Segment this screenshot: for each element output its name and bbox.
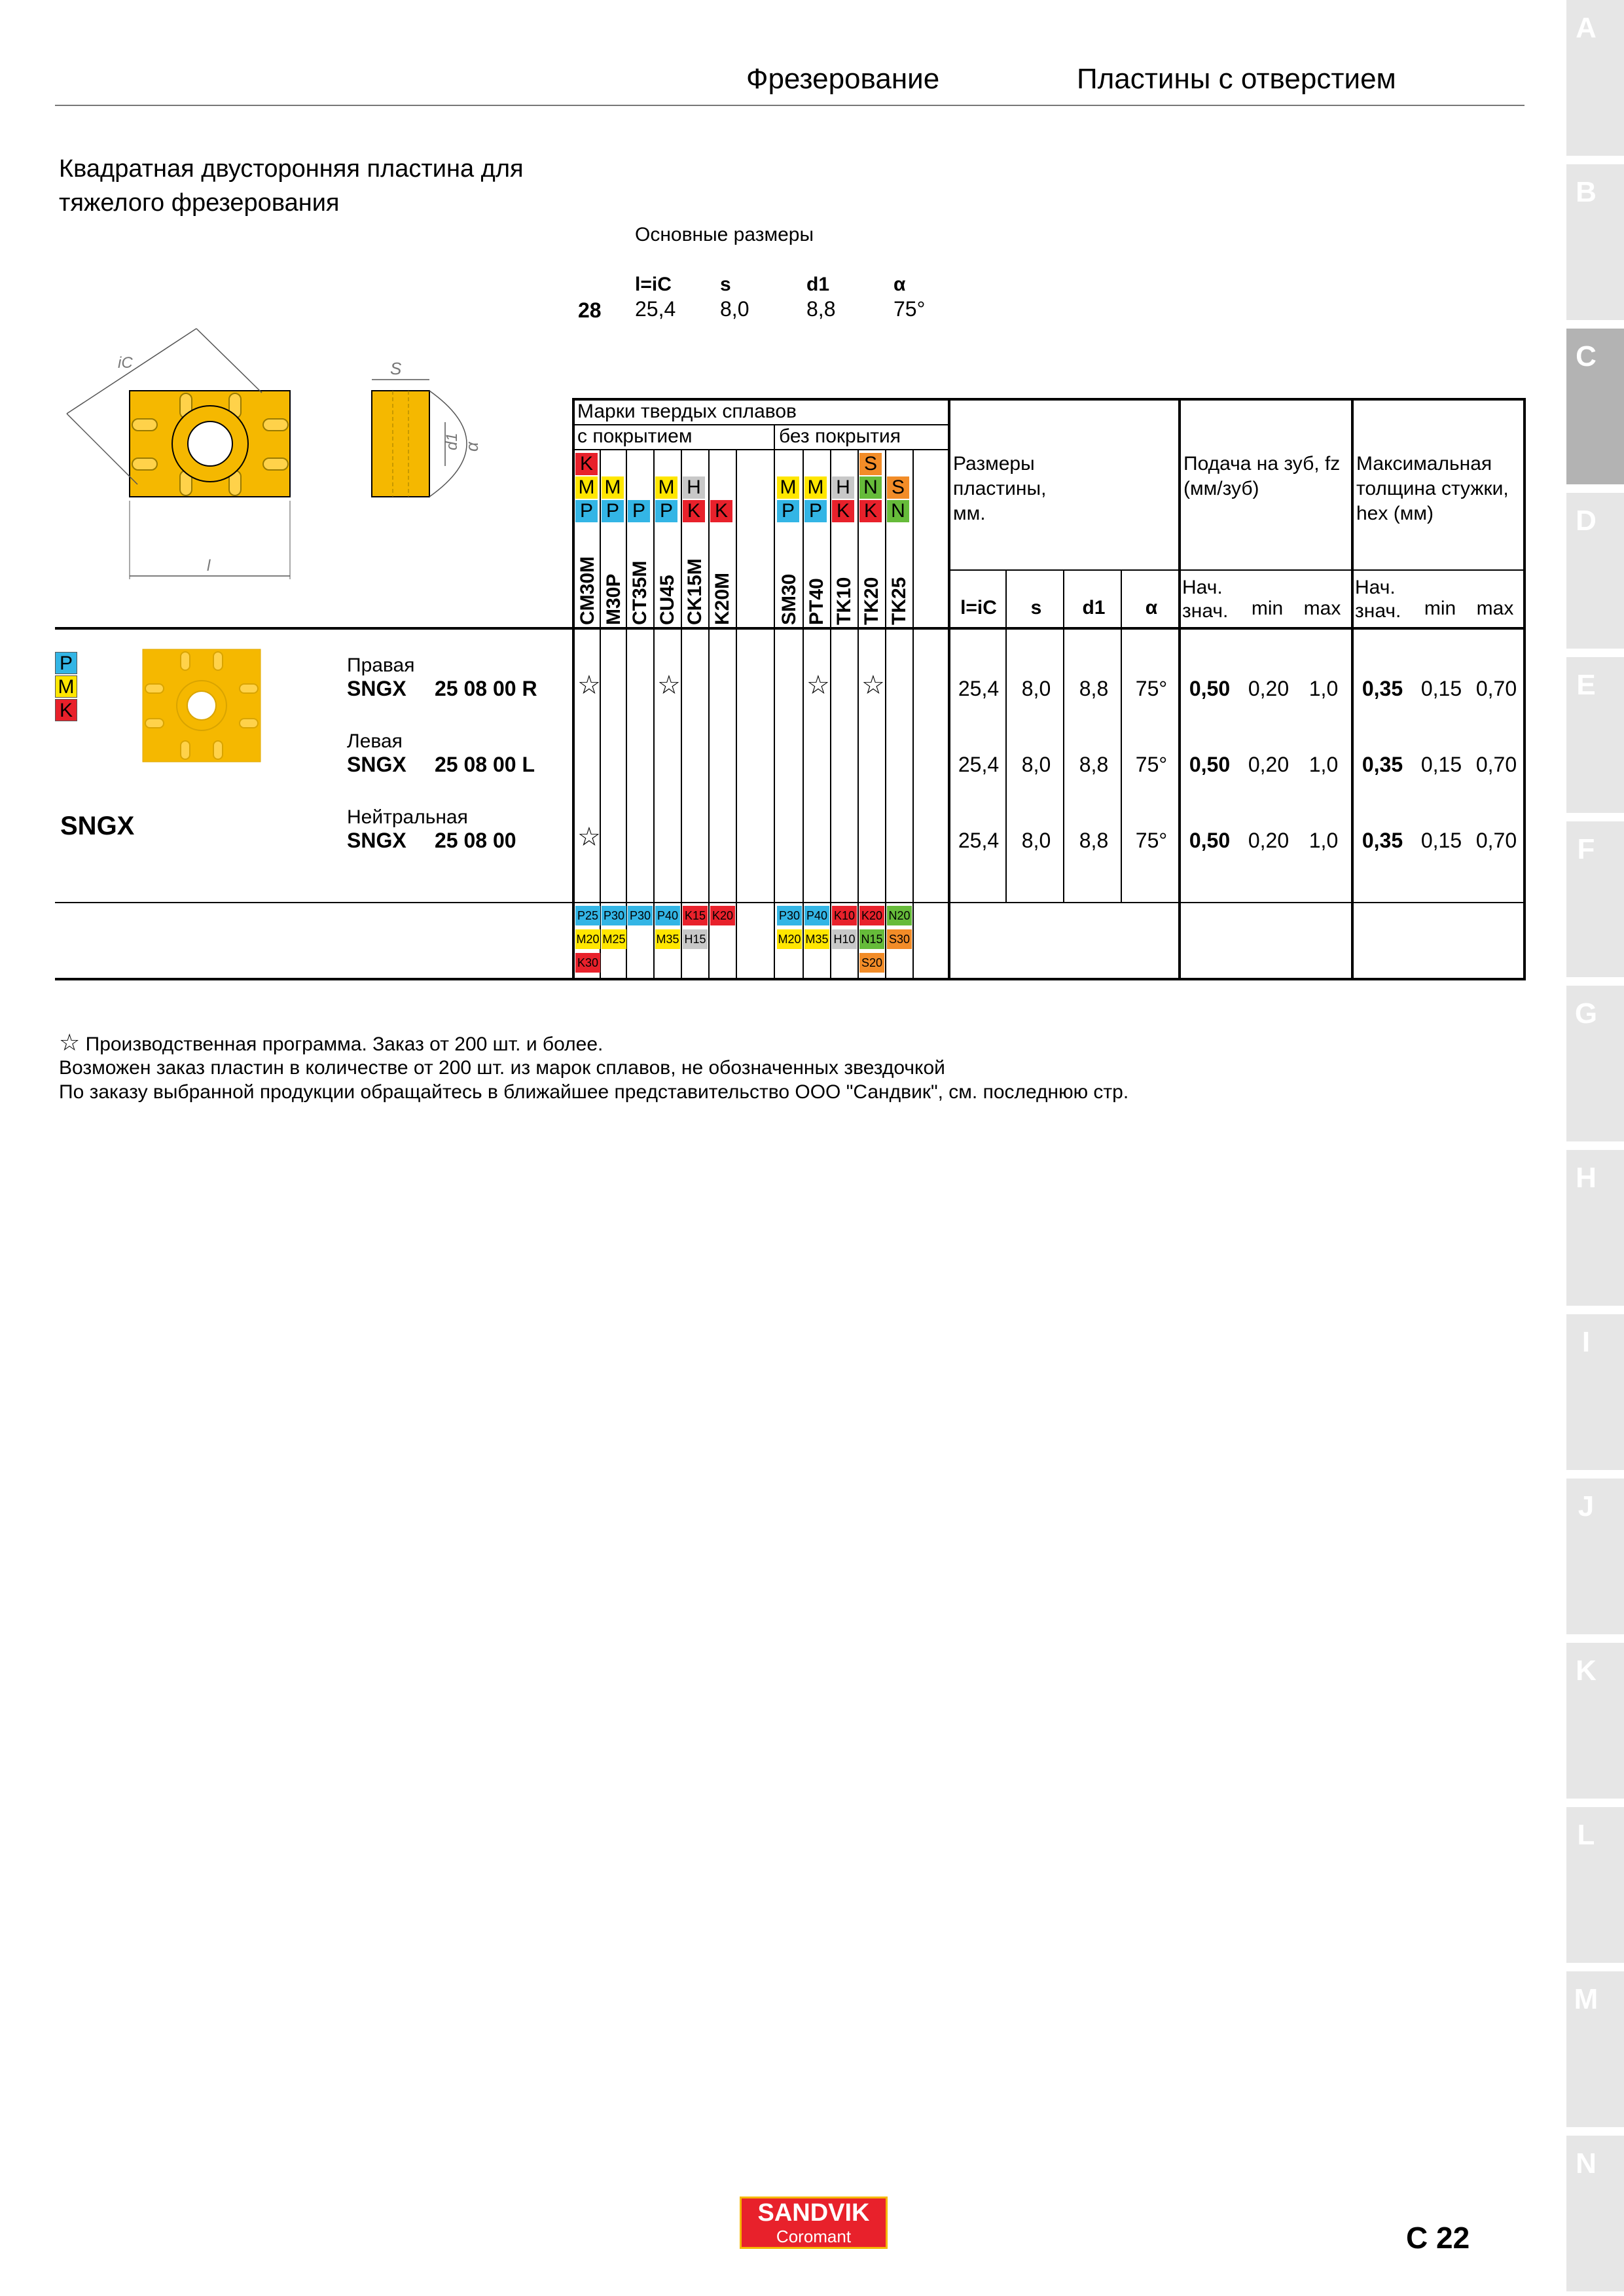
tab-a[interactable] bbox=[1566, 0, 1624, 156]
table-border bbox=[1121, 569, 1122, 902]
grade-name-k20m: K20M bbox=[712, 572, 733, 625]
tab-label: B bbox=[1576, 176, 1597, 208]
row-label: Нейтральная bbox=[347, 806, 468, 828]
tab-h[interactable] bbox=[1566, 1150, 1624, 1306]
table-border bbox=[736, 449, 737, 978]
dims-col-header: l=iC bbox=[960, 597, 997, 619]
tab-label: M bbox=[1574, 1983, 1598, 2015]
coated-range-chip: K20 bbox=[710, 906, 735, 925]
header-divider bbox=[55, 105, 1525, 106]
coated-range-chip: K15 bbox=[683, 906, 708, 925]
table-border bbox=[912, 449, 914, 978]
product-code: SNGX bbox=[60, 812, 135, 840]
row-label: Левая bbox=[347, 730, 403, 752]
star-icon: ☆ bbox=[861, 671, 885, 700]
grades-title: Марки твердых сплавов bbox=[577, 401, 797, 422]
tab-e[interactable] bbox=[1566, 657, 1624, 813]
row-dim-value: 8,0 bbox=[1021, 829, 1051, 852]
tab-label: H bbox=[1576, 1162, 1597, 1194]
coated-range-chip: P30 bbox=[628, 906, 653, 925]
tab-label: G bbox=[1574, 997, 1598, 1030]
tab-m[interactable] bbox=[1566, 1971, 1624, 2127]
coated-range-chip: M25 bbox=[602, 929, 626, 949]
tab-label: N bbox=[1576, 2147, 1597, 2179]
basic-dim-value: 25,4 bbox=[635, 297, 676, 321]
table-border bbox=[681, 449, 682, 978]
dims-title: Размеры пластины, мм. bbox=[953, 453, 1047, 524]
uncoated-range-chip: P30 bbox=[777, 906, 802, 925]
row-dim-value: 8,0 bbox=[1021, 677, 1051, 700]
row-size: 25 08 00 L bbox=[435, 753, 535, 776]
uncoated-range-chip: N15 bbox=[859, 929, 884, 949]
coated-iso-k: K bbox=[683, 500, 705, 522]
feed-col-header: min bbox=[1251, 598, 1284, 619]
note-star bbox=[59, 1029, 603, 1056]
tab-label: J bbox=[1578, 1490, 1595, 1522]
row-feed-value: 0,50 bbox=[1189, 753, 1231, 776]
row-chip-value: 0,70 bbox=[1475, 753, 1517, 776]
uncoated-range-chip: N20 bbox=[887, 906, 912, 925]
tab-j[interactable] bbox=[1566, 1479, 1624, 1634]
coated-iso-m: M bbox=[655, 476, 677, 499]
coated-range-chip: M35 bbox=[655, 929, 680, 949]
grade-name-ct35m: CT35M bbox=[629, 560, 651, 625]
tab-c[interactable] bbox=[1566, 329, 1624, 484]
chip-col-header: Нач. знач. bbox=[1355, 577, 1401, 622]
row-chip-value: 0,15 bbox=[1420, 753, 1462, 776]
coated-range-chip: P30 bbox=[602, 906, 626, 925]
table-border bbox=[653, 449, 655, 978]
star-icon: ☆ bbox=[806, 671, 830, 700]
uncoated-range-chip: S30 bbox=[887, 929, 912, 949]
uncoated-iso-n: N bbox=[859, 476, 882, 499]
feed-col-header: Нач. знач. bbox=[1182, 577, 1229, 622]
tab-f[interactable] bbox=[1566, 821, 1624, 977]
star-icon: ☆ bbox=[577, 823, 601, 852]
tab-label: E bbox=[1576, 669, 1596, 701]
uncoated-range-chip: M35 bbox=[804, 929, 829, 949]
basic-dim-size: 28 bbox=[578, 298, 602, 322]
coated-iso-m: M bbox=[575, 476, 598, 499]
table-border bbox=[885, 449, 886, 978]
coated-iso-p: P bbox=[655, 500, 677, 522]
row-feed-value: 0,20 bbox=[1248, 829, 1290, 852]
alpha-label: α bbox=[462, 442, 482, 452]
dims-col-header: α bbox=[1145, 597, 1158, 619]
tab-label: A bbox=[1576, 12, 1597, 44]
basic-dims-heading: Основные размеры bbox=[635, 224, 814, 245]
grade-name-cu45: CU45 bbox=[657, 575, 678, 625]
row-dim-value: 75° bbox=[1135, 829, 1168, 852]
table-border bbox=[55, 627, 1526, 630]
coated-range-chip: P25 bbox=[575, 906, 600, 925]
coated-range-chip: P40 bbox=[655, 906, 680, 925]
row-chip-value: 0,70 bbox=[1475, 829, 1517, 852]
star-icon: ☆ bbox=[577, 671, 601, 700]
tab-n[interactable] bbox=[1566, 2136, 1624, 2291]
row-chip-value: 0,35 bbox=[1362, 753, 1403, 776]
basic-dim-header: s bbox=[720, 274, 731, 295]
d1-label: d1 bbox=[443, 433, 461, 450]
table-border bbox=[830, 449, 831, 978]
row-dim-value: 75° bbox=[1135, 753, 1168, 776]
grade-name-tk20: TK20 bbox=[861, 577, 882, 625]
row-code: SNGX bbox=[347, 753, 406, 776]
s-label: S bbox=[390, 359, 402, 378]
uncoated-iso-k: K bbox=[832, 500, 854, 522]
tab-l[interactable] bbox=[1566, 1807, 1624, 1963]
basic-dim-value: 8,8 bbox=[806, 297, 836, 321]
row-feed-value: 1,0 bbox=[1308, 677, 1339, 700]
grade-name-pt40: PT40 bbox=[806, 578, 827, 625]
coated-iso-p: P bbox=[628, 500, 650, 522]
ic-label: iC bbox=[118, 354, 133, 372]
product-iso-p: P bbox=[55, 652, 77, 674]
grade-name-tk25: TK25 bbox=[888, 577, 910, 625]
uncoated-label: без покрытия bbox=[779, 425, 901, 447]
uncoated-range-chip: K10 bbox=[832, 906, 857, 925]
row-feed-value: 0,20 bbox=[1248, 753, 1290, 776]
uncoated-range-chip: S20 bbox=[859, 953, 884, 973]
uncoated-range-chip: K20 bbox=[859, 906, 884, 925]
page-number: C 22 bbox=[1406, 2221, 1470, 2255]
insert-drawing bbox=[52, 314, 511, 589]
uncoated-iso-n: N bbox=[887, 500, 909, 522]
row-chip-value: 0,35 bbox=[1362, 829, 1403, 852]
basic-dim-header: d1 bbox=[806, 274, 830, 295]
row-dim-value: 8,8 bbox=[1079, 753, 1109, 776]
uncoated-iso-h: H bbox=[832, 476, 854, 499]
basic-dim-header: α bbox=[893, 274, 906, 295]
row-feed-value: 0,20 bbox=[1248, 677, 1290, 700]
l-label: l bbox=[207, 557, 211, 575]
basic-dim-value: 75° bbox=[893, 297, 926, 321]
note-1: Производственная программа. Заказ от 200 шт. и более. bbox=[85, 1033, 604, 1055]
row-code: SNGX bbox=[347, 677, 406, 700]
table-border bbox=[55, 978, 1526, 980]
coated-iso-p: P bbox=[602, 500, 624, 522]
basic-dim-value: 8,0 bbox=[720, 297, 749, 321]
uncoated-iso-m: M bbox=[777, 476, 799, 499]
tab-label: L bbox=[1577, 1819, 1595, 1851]
coated-range-chip: K30 bbox=[575, 953, 600, 973]
tab-b[interactable] bbox=[1566, 164, 1624, 320]
product-image bbox=[141, 648, 262, 763]
row-chip-value: 0,15 bbox=[1420, 829, 1462, 852]
logo-line2: Coromant bbox=[776, 2227, 852, 2246]
row-dim-value: 8,8 bbox=[1079, 677, 1109, 700]
row-size: 25 08 00 bbox=[435, 829, 516, 852]
coated-iso-h: H bbox=[683, 476, 705, 499]
uncoated-range-chip: P40 bbox=[804, 906, 829, 925]
table-border bbox=[1005, 569, 1007, 902]
basic-dim-header: l=iC bbox=[635, 274, 672, 295]
row-label: Правая bbox=[347, 655, 415, 676]
table-border bbox=[948, 569, 1525, 571]
table-border bbox=[55, 902, 1526, 903]
coated-iso-k: K bbox=[710, 500, 732, 522]
feed-col-header: max bbox=[1303, 598, 1341, 619]
coated-range-chip: M20 bbox=[575, 929, 600, 949]
tab-g[interactable] bbox=[1566, 986, 1624, 1141]
row-feed-value: 0,50 bbox=[1189, 677, 1231, 700]
table-border bbox=[572, 449, 948, 450]
row-size: 25 08 00 R bbox=[435, 677, 537, 700]
product-iso-k: K bbox=[55, 699, 77, 721]
chip-col-header: min bbox=[1424, 598, 1456, 619]
row-dim-value: 25,4 bbox=[958, 753, 1000, 776]
uncoated-iso-s: S bbox=[859, 453, 882, 475]
tab-i[interactable] bbox=[1566, 1314, 1624, 1470]
tab-label: K bbox=[1576, 1655, 1597, 1687]
tab-k[interactable] bbox=[1566, 1643, 1624, 1799]
table-border bbox=[1178, 398, 1181, 978]
table-border bbox=[626, 449, 627, 978]
chip-col-header: max bbox=[1476, 598, 1514, 619]
tab-label: F bbox=[1577, 833, 1595, 865]
table-border bbox=[857, 449, 859, 978]
table-border bbox=[708, 449, 710, 978]
row-dim-value: 8,0 bbox=[1021, 753, 1051, 776]
table-border bbox=[572, 398, 575, 978]
coated-label: с покрытием bbox=[577, 425, 693, 447]
row-chip-value: 0,35 bbox=[1362, 677, 1403, 700]
tab-d[interactable] bbox=[1566, 493, 1624, 649]
table-border bbox=[774, 424, 775, 978]
tab-label: C bbox=[1576, 340, 1597, 372]
grade-name-cm30m: CM30M bbox=[577, 556, 598, 625]
uncoated-iso-m: M bbox=[804, 476, 827, 499]
uncoated-iso-p: P bbox=[777, 500, 799, 522]
sandvik-logo bbox=[740, 2197, 888, 2249]
row-chip-value: 0,15 bbox=[1420, 677, 1462, 700]
uncoated-iso-p: P bbox=[804, 500, 827, 522]
product-iso-m: M bbox=[55, 675, 77, 698]
uncoated-iso-k: K bbox=[859, 500, 882, 522]
star-icon: ☆ bbox=[657, 671, 681, 700]
page-title: Квадратная двусторонняя пластина для тяжелого фрезерования bbox=[59, 155, 524, 217]
table-border bbox=[1351, 398, 1354, 978]
dims-col-header: s bbox=[1030, 597, 1042, 619]
chip-title: Максимальная толщина стужки, hex (мм) bbox=[1356, 453, 1509, 524]
note-2: Возможен заказ пластин в количестве от 200 шт. из марок сплавов, не обозначенных звездочкой bbox=[59, 1057, 945, 1079]
uncoated-iso-s: S bbox=[887, 476, 909, 499]
coated-iso-k: K bbox=[575, 453, 598, 475]
tab-label: I bbox=[1581, 1326, 1591, 1358]
dims-col-header: d1 bbox=[1082, 597, 1106, 619]
grade-name-tk10: TK10 bbox=[833, 577, 855, 625]
subsection-title: Пластины с отверстием bbox=[1077, 63, 1396, 95]
grade-name-sm30: SM30 bbox=[778, 573, 800, 625]
table-border bbox=[803, 449, 804, 978]
row-chip-value: 0,70 bbox=[1475, 677, 1517, 700]
tab-label: D bbox=[1576, 505, 1597, 537]
feed-title: Подача на зуб, fz (мм/зуб) bbox=[1183, 453, 1341, 499]
section-title: Фрезерование bbox=[746, 63, 940, 95]
table-border bbox=[1523, 398, 1526, 978]
row-dim-value: 25,4 bbox=[958, 829, 1000, 852]
row-feed-value: 1,0 bbox=[1308, 829, 1339, 852]
row-feed-value: 0,50 bbox=[1189, 829, 1231, 852]
coated-range-chip: H15 bbox=[683, 929, 708, 949]
star-icon: ☆ bbox=[59, 1029, 81, 1056]
logo-line1: SANDVIK bbox=[757, 2199, 870, 2227]
table-border bbox=[600, 449, 601, 978]
row-dim-value: 8,8 bbox=[1079, 829, 1109, 852]
uncoated-range-chip: M20 bbox=[777, 929, 802, 949]
grade-name-ck15m: CK15M bbox=[684, 558, 706, 625]
grade-name-m30p: M30P bbox=[603, 573, 624, 625]
row-dim-value: 75° bbox=[1135, 677, 1168, 700]
table-border bbox=[1063, 569, 1064, 902]
table-border bbox=[948, 398, 950, 978]
coated-iso-m: M bbox=[602, 476, 624, 499]
row-feed-value: 1,0 bbox=[1308, 753, 1339, 776]
uncoated-range-chip: H10 bbox=[832, 929, 857, 949]
row-dim-value: 25,4 bbox=[958, 677, 1000, 700]
row-code: SNGX bbox=[347, 829, 406, 852]
note-3: По заказу выбранной продукции обращайтесь в ближайшее представительство ООО "Сандвик", см. последнюю стр. bbox=[59, 1081, 1129, 1103]
coated-iso-p: P bbox=[575, 500, 598, 522]
